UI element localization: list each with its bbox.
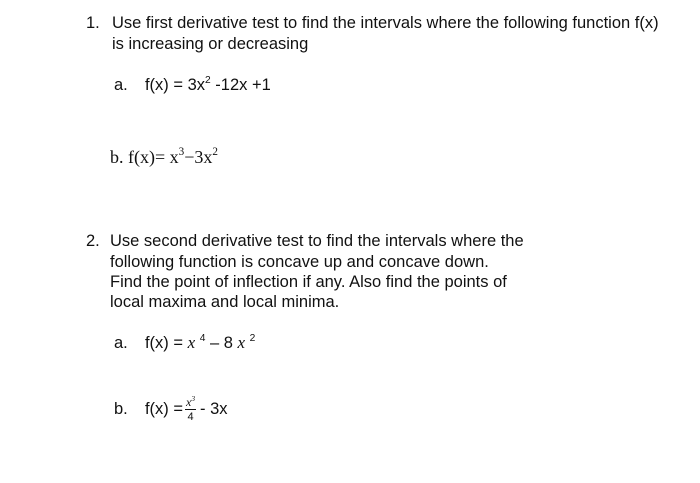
- q1-text-line2: is increasing or decreasing: [112, 35, 309, 53]
- q2a-var1: x: [187, 333, 196, 352]
- q2-text-line4: local maxima and local minima.: [110, 293, 340, 311]
- q1a-label: a.: [114, 76, 128, 94]
- q2a-label: a.: [114, 334, 128, 352]
- q1b-lead: f(x)= x: [128, 147, 179, 167]
- q2-number: 2.: [86, 232, 100, 250]
- q1a-lead: f(x) = 3x: [144, 76, 206, 94]
- q2a-exponent2: 2: [249, 333, 256, 344]
- q1-number: 1.: [86, 14, 100, 32]
- q1-text-line1: Use first derivative test to find the intervals where the following function f(x): [112, 14, 659, 32]
- q2-text-line2: following function is concave up and concave down.: [110, 253, 489, 271]
- q2b-fraction: [185, 393, 196, 423]
- q2b-fraction-numerator: $x^3$: [186, 393, 196, 409]
- q1a-tail: -12x +1: [210, 76, 271, 94]
- q1b-exponent1: 3: [178, 146, 185, 159]
- q1a-item: [114, 74, 271, 96]
- q2a-item: [114, 332, 255, 354]
- q2a-lead: f(x) =: [144, 334, 188, 352]
- q2b-lead: f(x) =: [144, 399, 183, 418]
- q2b-label: b.: [114, 399, 128, 418]
- q1b-item: [110, 146, 218, 168]
- q2a-mid: – 8: [205, 334, 238, 352]
- q1b-mid: −3x: [184, 147, 213, 167]
- q1b-exponent2: 2: [212, 146, 218, 159]
- q2-text-line1: Use second derivative test to find the intervals where the: [110, 232, 524, 250]
- q2a-var2: x: [237, 333, 246, 352]
- q2b-tail: - 3x: [200, 399, 228, 418]
- q2b-item: [114, 393, 228, 423]
- q2-text-line3: Find the point of inflection if any. Also find the points of: [110, 273, 507, 291]
- q2a-exponent1: 4: [199, 333, 206, 344]
- q1b-label: b.: [110, 147, 124, 167]
- q1a-exponent: 2: [205, 75, 211, 86]
- q2b-fraction-denominator: 4: [187, 411, 194, 423]
- q2b-fraction-exponent: 3: [191, 393, 196, 403]
